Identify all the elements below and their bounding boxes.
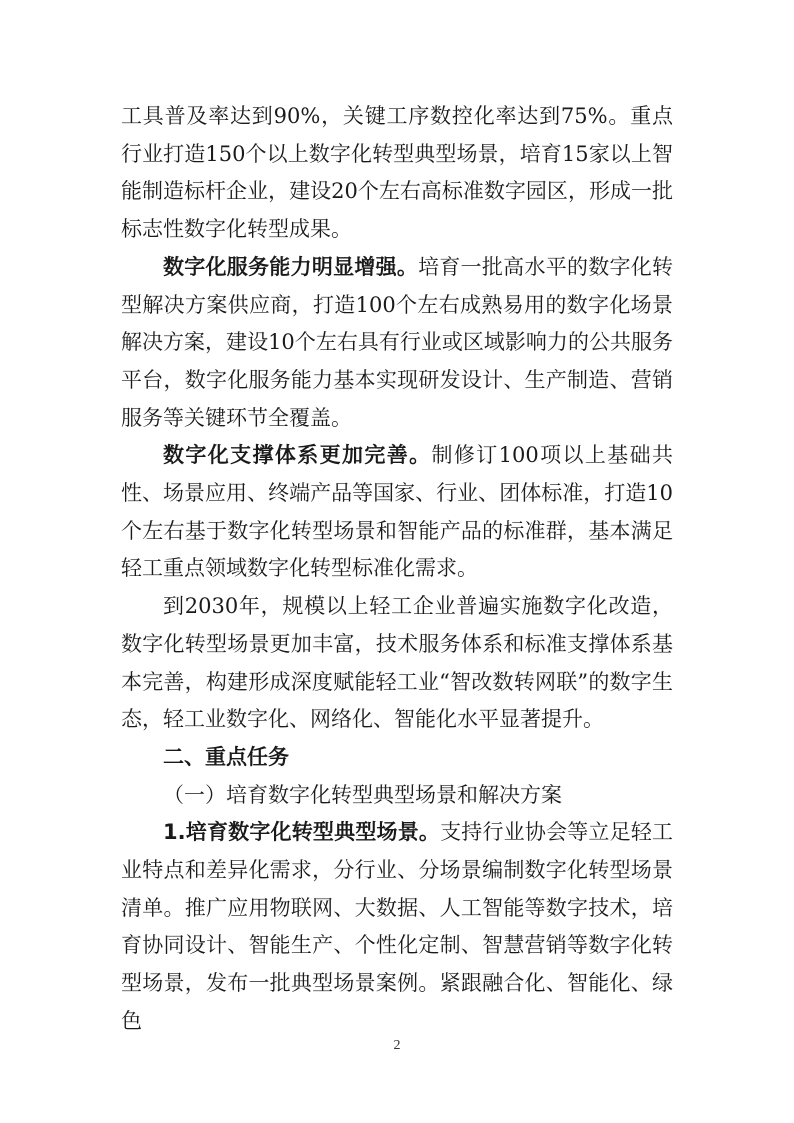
- section-heading: 二、重点任务: [163, 744, 289, 769]
- paragraph-lead: 数字化服务能力明显增强。: [163, 254, 419, 279]
- paragraph-targets: 工具普及率达到90%，关键工序数控化率达到75%。重点行业打造150个以上数字化转型典型场景，培育15家以上智能制造标杆企业，建设20个左右高标准数字园区，形成一批标志性数字化转型成果。: [121, 104, 673, 242]
- paragraph-2030-goal: 到2030年，规模以上轻工企业普遍实施数字化改造，数字化转型场景更加丰富，技术服务体系和标准支撑体系基本完善，构建形成深度赋能轻工业“智改数转网联”的数字生态，轻工业数字化、网络化、智能化水平显著提升。: [121, 594, 673, 732]
- document-body: [121, 98, 673, 1041]
- page-number: 2: [393, 1038, 401, 1053]
- paragraph-text: 制修订100项以上基础共性、场景应用、终端产品等国家、行业、团体标准，打造10个左右基于数字化转型场景和智能产品的标准群，基本满足轻工重点领域数字化转型标准化需求。: [121, 443, 674, 581]
- paragraph-service-capability: [121, 249, 673, 438]
- subsection-heading: （一）培育数字化转型典型场景和解决方案: [163, 782, 562, 807]
- paragraph-support-system: [121, 437, 673, 588]
- paragraph-text: 支持行业协会等立足轻工业特点和差异化需求，分行业、分场景编制数字化转型场景清单。推广应用物联网、大数据、人工智能等数字技术，培育协同设计、智能生产、个性化定制、智慧营销等数字化转型场景，发布一批典型场景案例。紧跟融合化、智能化、绿色: [121, 820, 674, 1033]
- paragraph-lead: 1.培育数字化转型典型场景。: [163, 820, 441, 845]
- paragraph-lead: 数字化支撑体系更加完善。: [163, 443, 432, 468]
- paragraph-text: 培育一批高水平的数字化转型解决方案供应商，打造100个左右成熟易用的数字化场景解决方案，建设10个左右具有行业或区域影响力的公共服务平台，数字化服务能力基本实现研发设计、生产制造、营销服务等关键环节全覆盖。: [121, 254, 674, 430]
- paragraph-typical-scenarios: [121, 814, 673, 1040]
